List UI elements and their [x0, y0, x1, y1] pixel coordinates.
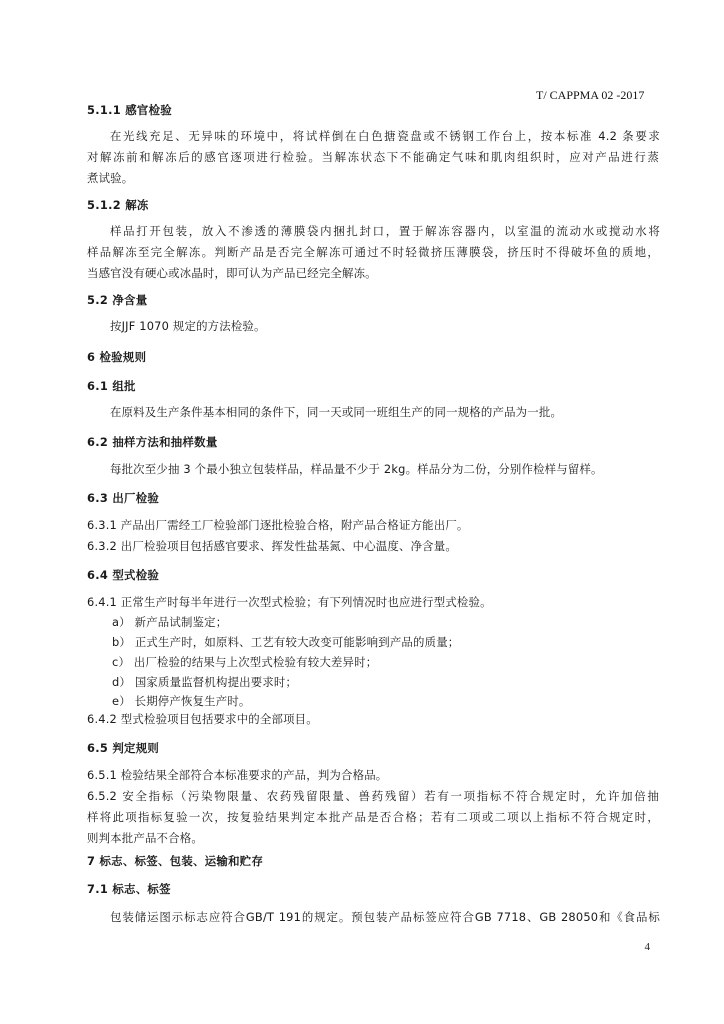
paragraph-line: 6.4.1 正常生产时每半年进行一次型式检验；有下列情况时也应进行型式检验。 [87, 595, 492, 609]
paragraph-line: 煮试验。 [87, 171, 134, 185]
page-number: 4 [644, 941, 650, 953]
paragraph-line: 则判本批产品不合格。 [87, 831, 203, 845]
paragraph-line: 6.4.2 型式检验项目包括要求中的全部项目。 [87, 712, 318, 726]
section-heading: 5.1.2 解冻 [87, 198, 149, 212]
paragraph-line: 样品打开包装，放入不渗透的薄膜袋内捆扎封口，置于解冻容器内，以室温的流动水或搅动水将 [110, 224, 660, 238]
chapter-heading: 7 标志、标签、包装、运输和贮存 [87, 854, 264, 868]
section-heading: 6.4 型式检验 [87, 568, 160, 582]
list-item: c） 出厂检验的结果与上次型式检验有较大差异时； [112, 655, 378, 669]
list-item: b） 正式生产时，如原料、工艺有较大改变可能影响到产品的质量； [112, 635, 460, 649]
paragraph-line: 样将此项指标复验一次，按复验结果判定本批产品是否合格；若有二项或二项以上指标不符合规定时， [87, 810, 659, 824]
paragraph-line: 对解冻前和解冻后的感官逐项进行检验。当解冻状态下不能确定气味和肌肉组织时，应对产品进行蒸 [87, 150, 659, 164]
section-heading: 5.2 净含量 [87, 293, 148, 307]
document-code: T/ CAPPMA 02 -2017 [536, 88, 645, 102]
list-item: d） 国家质量监督机构提出要求时； [112, 675, 298, 689]
paragraph-line: 6.5.1 检验结果全部符合本标准要求的产品，判为合格品。 [87, 768, 388, 782]
paragraph-line: 按JJF 1070 规定的方法检验。 [110, 319, 266, 333]
list-item: e） 长期停产恢复生产时。 [112, 694, 251, 708]
paragraph-line: 6.3.1 产品出厂需经工厂检验部门逐批检验合格，附产品合格证方能出厂。 [87, 518, 469, 532]
section-heading: 5.1.1 感官检验 [87, 103, 172, 117]
section-heading: 6.1 组批 [87, 379, 136, 393]
paragraph-line: 样品解冻至完全解冻。判断产品是否完全解冻可通过不时轻微挤压薄膜袋，挤压时不得破坏鱼的质地， [87, 245, 659, 259]
paragraph-line: 包装储运图示标志应符合GB/T 191的规定。预包装产品标签应符合GB 7718、GB 28050和《食品标 [110, 910, 660, 924]
list-item: a） 新产品试制鉴定； [112, 615, 228, 629]
paragraph-line: 6.3.2 出厂检验项目包括感官要求、挥发性盐基氮、中心温度、净含量。 [87, 539, 457, 553]
paragraph-line: 6.5.2 安全指标（污染物限量、农药残留限量、兽药残留）若有一项指标不符合规定时，允许加倍抽 [87, 789, 659, 803]
chapter-heading: 6 检验规则 [87, 350, 147, 364]
paragraph-line: 在光线充足、无异味的环境中，将试样倒在白色搪瓷盘或不锈钢工作台上，按本标准 4.2 条要求 [110, 129, 660, 143]
paragraph-line: 每批次至少抽 3 个最小独立包装样品，样品量不少于 2kg。样品分为二份，分别作检样与留样。 [110, 462, 603, 476]
paragraph-line: 当感官没有硬心或冰晶时，即可认为产品已经完全解冻。 [87, 266, 377, 280]
paragraph-line: 在原料及生产条件基本相同的条件下，同一天或同一班组生产的同一规格的产品为一批。 [110, 405, 563, 419]
section-heading: 6.3 出厂检验 [87, 491, 160, 505]
section-heading: 6.5 判定规则 [87, 741, 160, 755]
section-heading: 7.1 标志、标签 [87, 882, 171, 896]
section-heading: 6.2 抽样方法和抽样数量 [87, 435, 218, 449]
